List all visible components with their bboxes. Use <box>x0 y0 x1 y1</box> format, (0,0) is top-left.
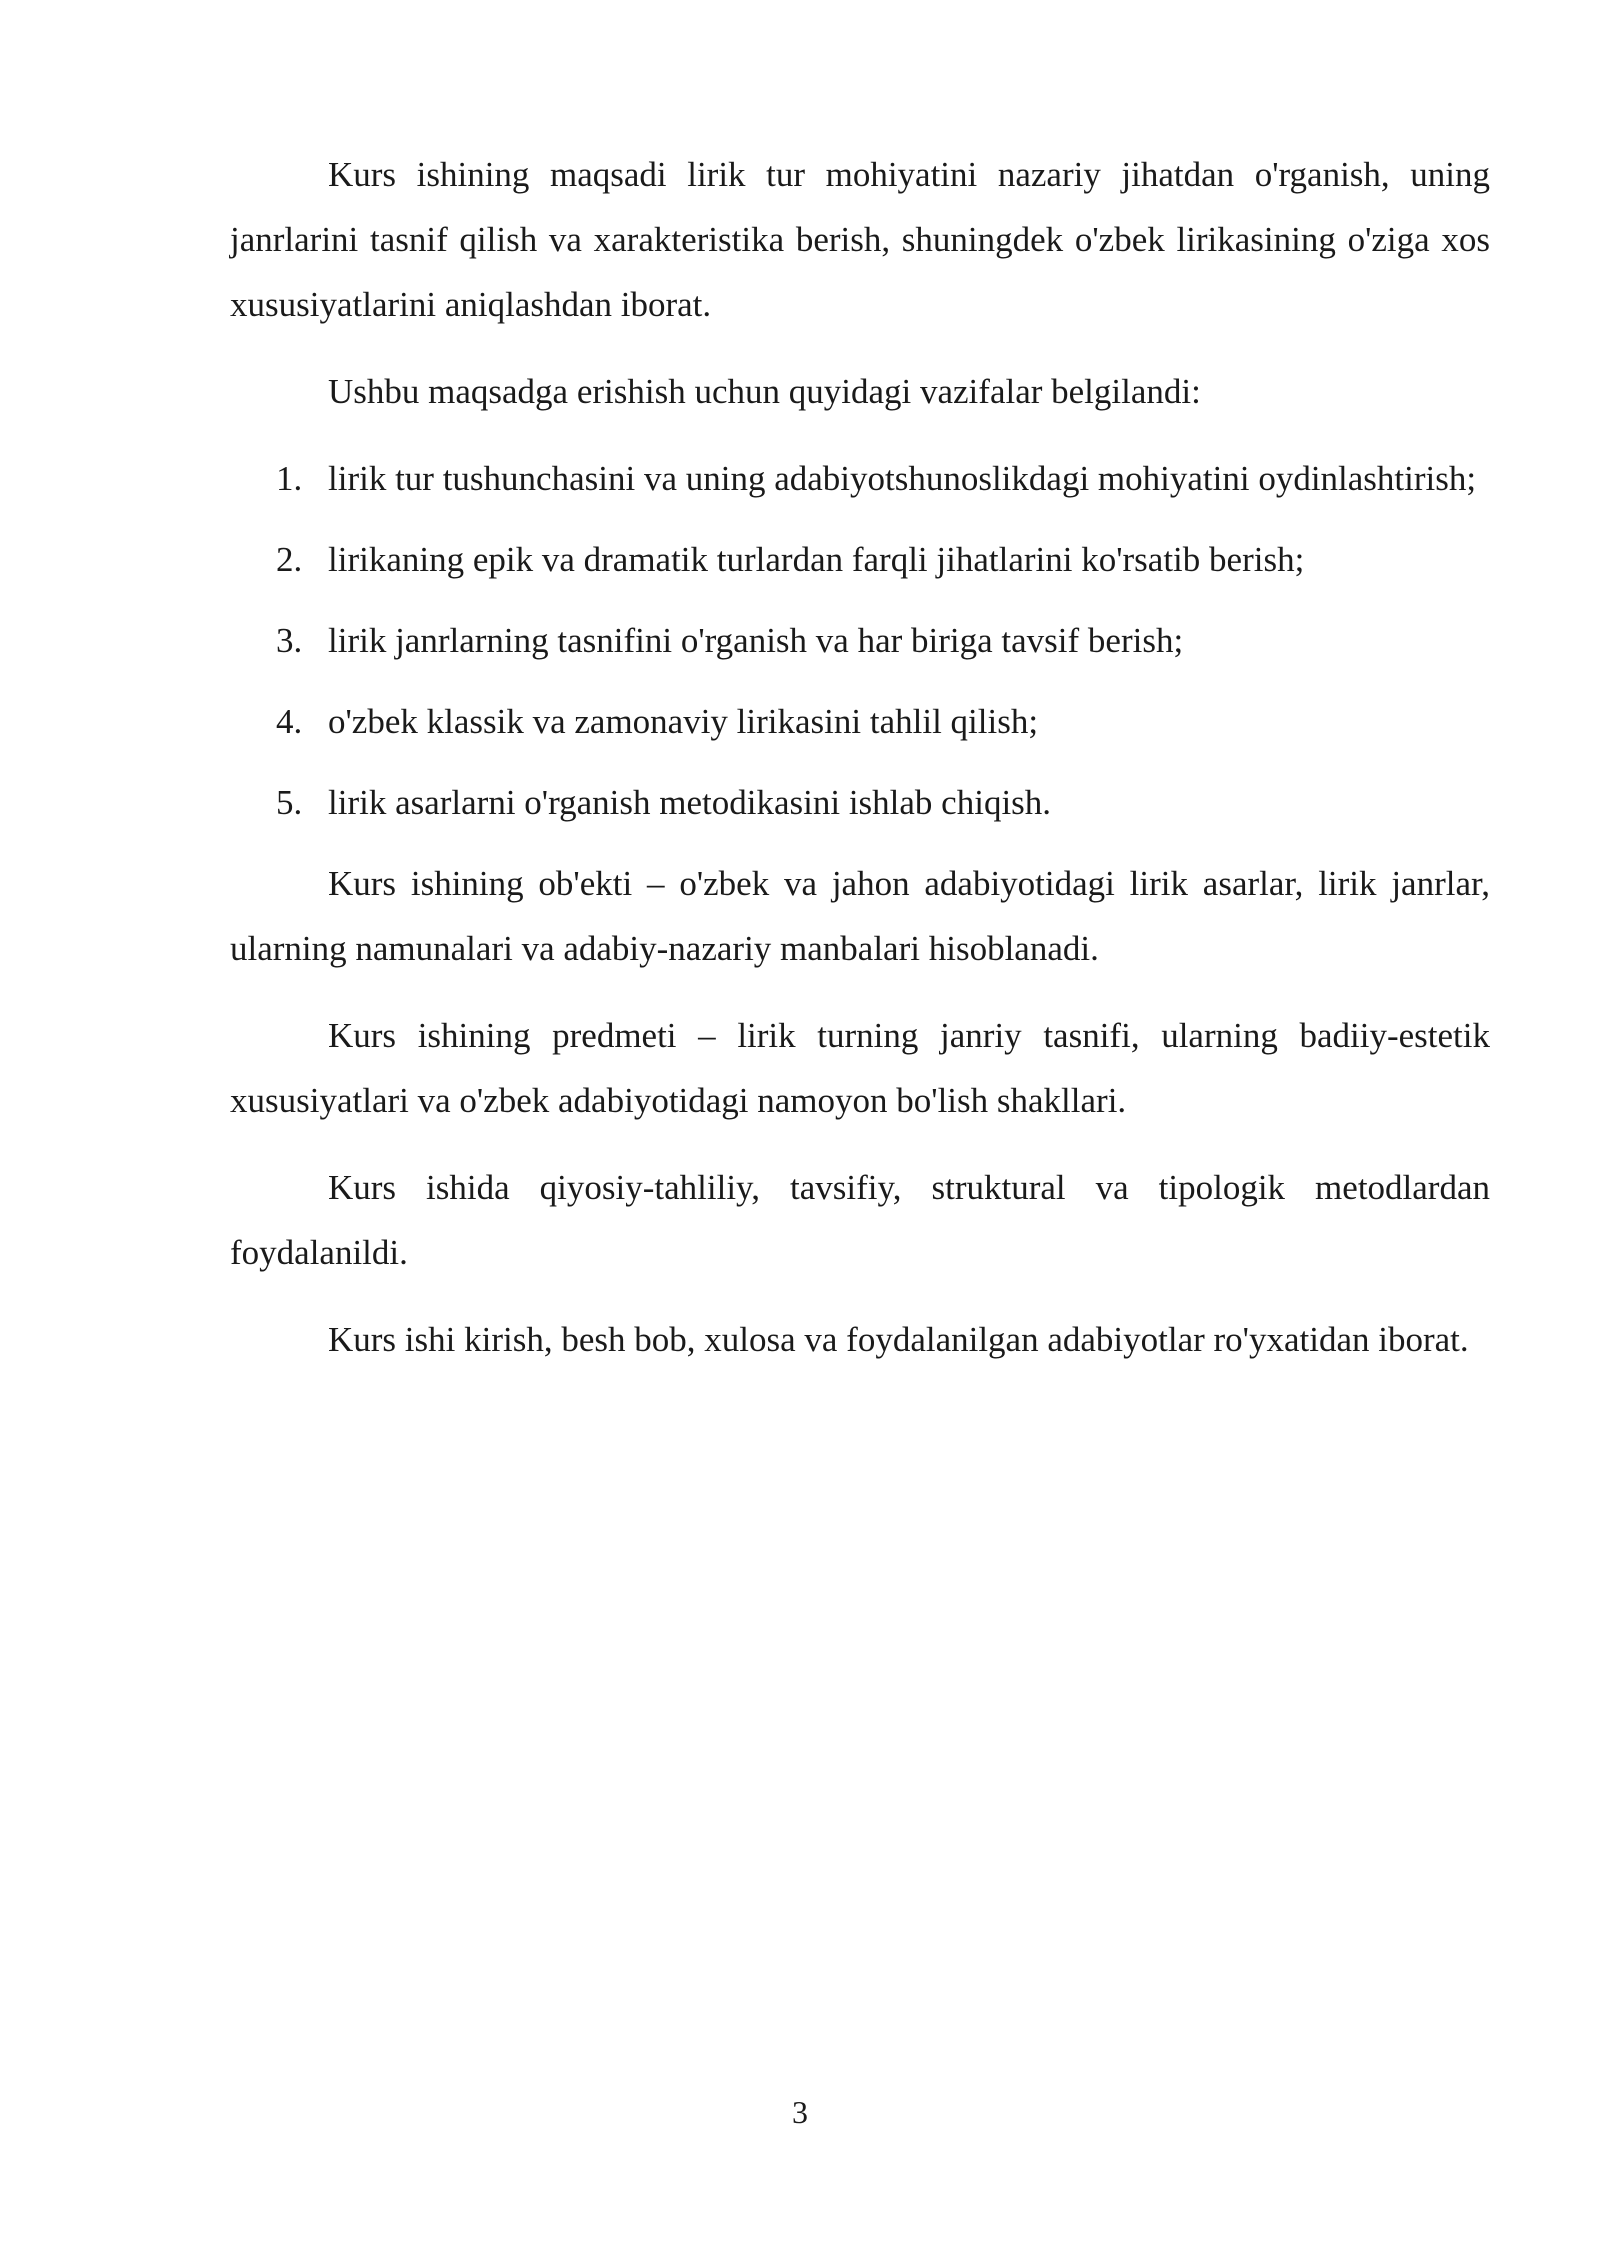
purpose-paragraph: Kurs ishining maqsadi lirik tur mohiyatini nazariy jihatdan o'rganish, uning janrlarini tasnif qilish va xarakteristika berish, shuningdek o'zbek lirikasining o'ziga xos xususiyatlarini aniqlashdan iborat. <box>230 155 1490 324</box>
task-number: 2. <box>276 540 303 579</box>
task-number: 4. <box>276 702 303 741</box>
task-item <box>230 689 1490 754</box>
tasks-list <box>230 446 1490 835</box>
task-text: o'zbek klassik va zamonaviy lirikasini tahlil qilish; <box>328 702 1039 741</box>
task-item <box>230 527 1490 592</box>
structure-paragraph: Kurs ishi kirish, besh bob, xulosa va foydalanilgan adabiyotlar ro'yxatidan iborat. <box>328 1320 1469 1359</box>
task-item <box>230 446 1490 511</box>
task-text: lirik asarlarni o'rganish metodikasini ishlab chiqish. <box>328 783 1052 822</box>
task-number: 5. <box>276 783 303 822</box>
methods-paragraph: Kurs ishida qiyosiy-tahliliy, tavsifiy, struktural va tipologik metodlardan foydalanildi. <box>230 1168 1490 1272</box>
tasks-intro-paragraph: Ushbu maqsadga erishish uchun quyidagi vazifalar belgilandi: <box>328 372 1201 411</box>
object-paragraph: Kurs ishining ob'ekti – o'zbek va jahon adabiyotidagi lirik asarlar, lirik janrlar, ularning namunalari va adabiy-nazariy manbalari hisoblanadi. <box>230 864 1490 968</box>
page-body <box>230 142 1490 1394</box>
task-text: lirik janrlarning tasnifini o'rganish va har biriga tavsif berish; <box>328 621 1184 660</box>
page-number: 3 <box>792 2094 808 2130</box>
task-text: lirikaning epik va dramatik turlardan farqli jihatlarini ko'rsatib berish; <box>328 540 1305 579</box>
task-number: 3. <box>276 621 303 660</box>
task-text: lirik tur tushunchasini va uning adabiyotshunoslikdagi mohiyatini oydinlashtirish; <box>328 459 1477 498</box>
task-item <box>230 608 1490 673</box>
subject-paragraph: Kurs ishining predmeti – lirik turning janriy tasnifi, ularning badiiy-estetik xususiyatlari va o'zbek adabiyotidagi namoyon bo'lish shakllari. <box>230 1016 1490 1120</box>
task-item <box>230 770 1490 835</box>
task-number: 1. <box>276 459 303 498</box>
